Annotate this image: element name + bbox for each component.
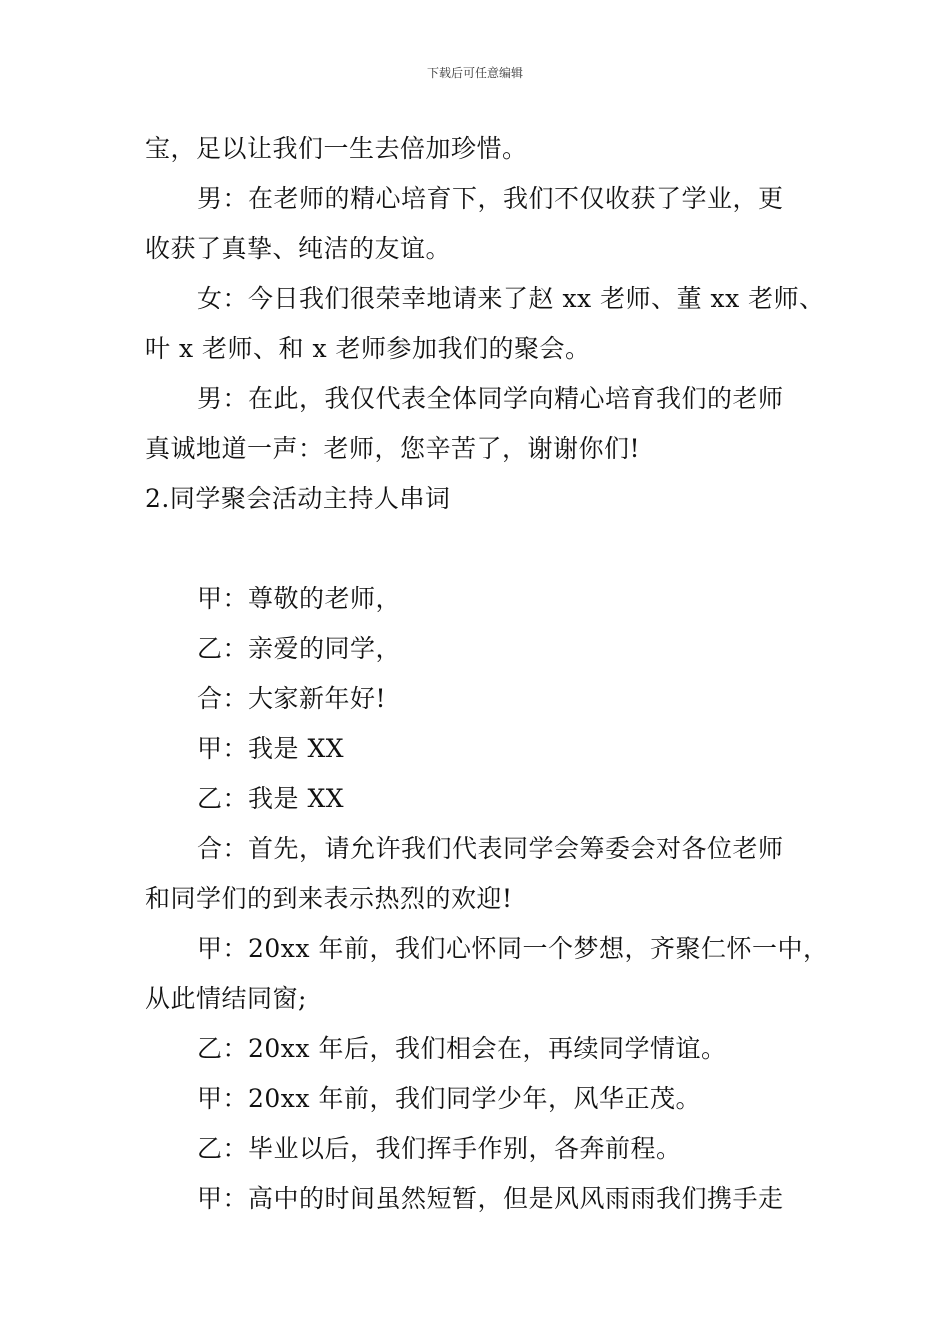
dialogue-line: 合：首先，请允许我们代表同学会筹委会对各位老师 — [197, 834, 784, 863]
dialogue-line: 和同学们的到来表示热烈的欢迎! — [145, 884, 513, 913]
dialogue-line: 乙：毕业以后，我们挥手作别，各奔前程。 — [197, 1134, 682, 1163]
dialogue-line: 甲：高中的时间虽然短暂，但是风风雨雨我们携手走 — [197, 1184, 784, 1213]
dialogue-line: 甲：20xx 年前，我们心怀同一个梦想，齐聚仁怀一中， — [197, 934, 829, 963]
paragraph-line: 女：今日我们很荣幸地请来了赵 xx 老师、董 xx 老师、 — [197, 284, 825, 313]
dialogue-line: 甲：我是 XX — [197, 734, 345, 763]
dialogue-line: 乙：亲爱的同学， — [197, 634, 402, 663]
blank-line — [145, 524, 825, 574]
paragraph-line: 收获了真挚、纯洁的友谊。 — [145, 234, 452, 263]
paragraph-line: 叶 x 老师、和 x 老师参加我们的聚会。 — [145, 334, 591, 363]
paragraph-line: 宝，足以让我们一生去倍加珍惜。 — [145, 134, 528, 163]
dialogue-line: 乙：20xx 年后，我们相会在，再续同学情谊。 — [197, 1034, 727, 1063]
dialogue-line: 甲：尊敬的老师， — [197, 584, 402, 613]
dialogue-line: 合：大家新年好! — [197, 684, 387, 713]
paragraph-line: 男：在此，我仅代表全体同学向精心培育我们的老师 — [197, 384, 784, 413]
document-body — [145, 124, 829, 1224]
dialogue-line: 从此情结同窗; — [145, 984, 307, 1013]
paragraph-line: 男：在老师的精心培育下，我们不仅收获了学业，更 — [197, 184, 784, 213]
page-header: 下载后可任意编辑 — [426, 66, 523, 80]
dialogue-line: 乙：我是 XX — [197, 784, 345, 813]
dialogue-line: 甲：20xx 年前，我们同学少年，风华正茂。 — [197, 1084, 701, 1113]
paragraph-line: 真诚地道一声：老师，您辛苦了，谢谢你们! — [145, 434, 641, 463]
section-heading: 2.同学聚会活动主持人串词 — [145, 484, 451, 513]
